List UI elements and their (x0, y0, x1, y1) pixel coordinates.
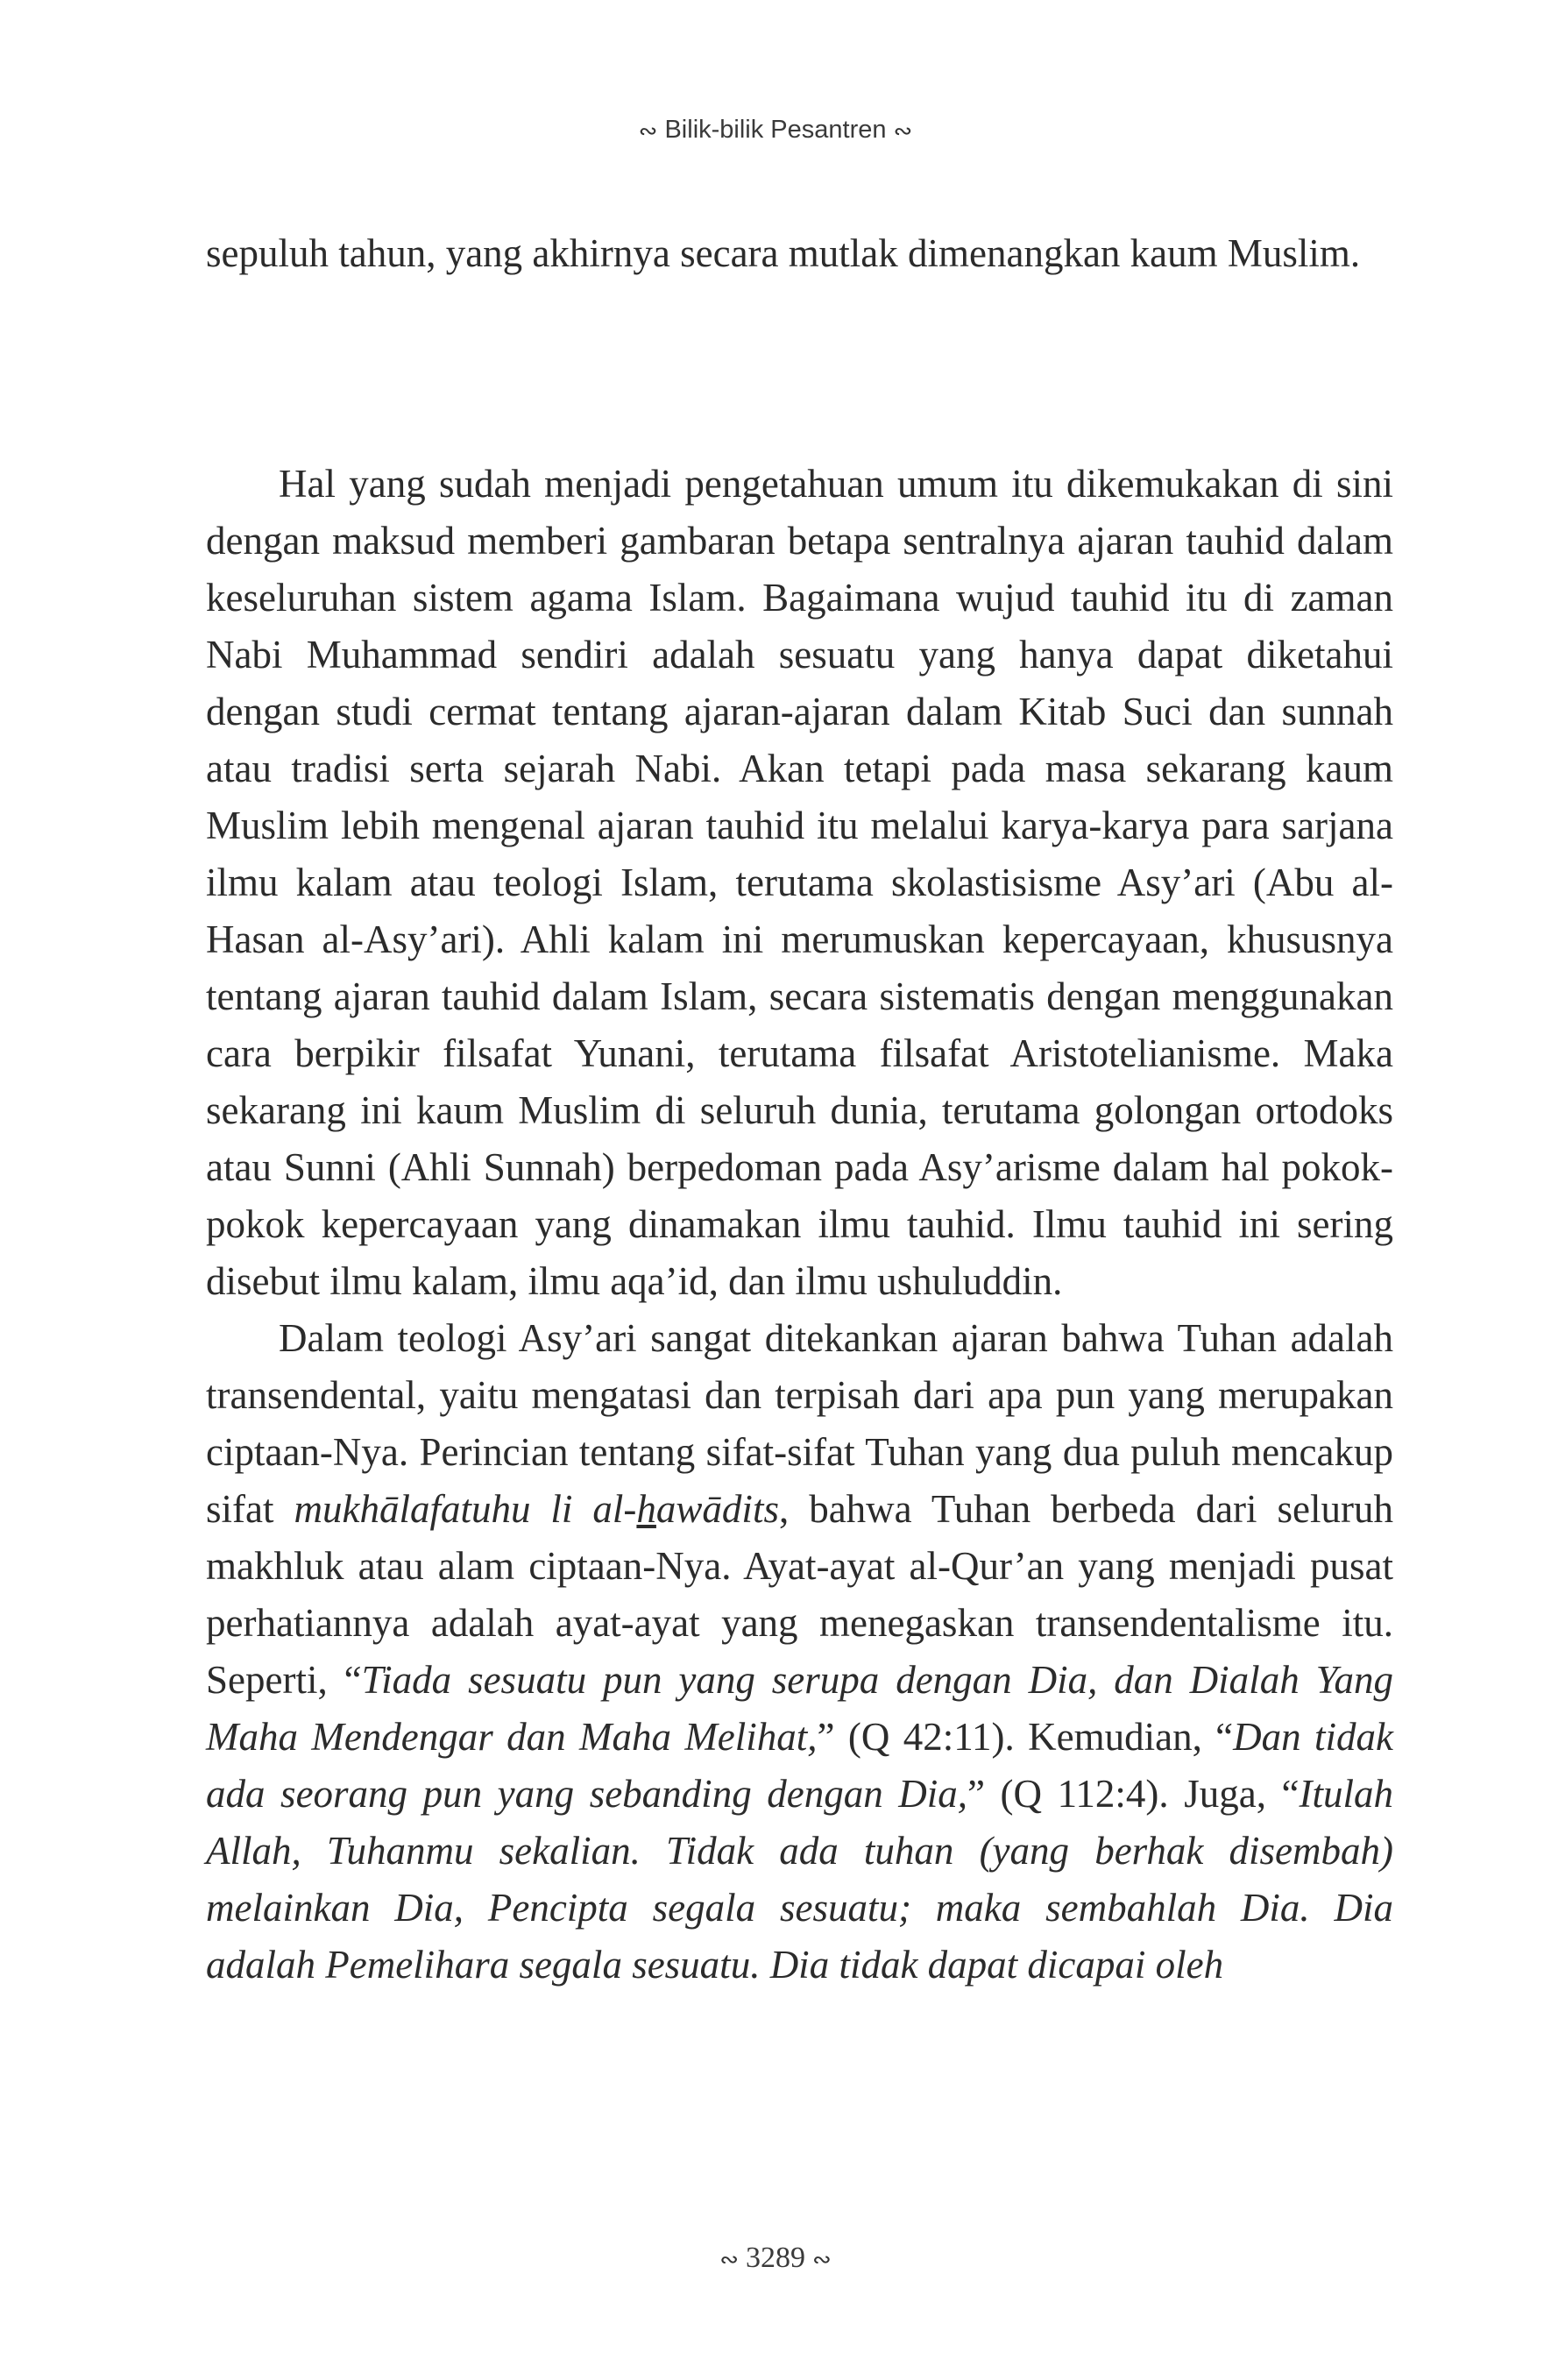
text-run: Dalam teologi Asy’ari sangat ditekankan ajaran bahwa Tuhan adalah transendental, yaitu mengatasi dan terpisah dari apa pun yang merupakan ciptaan-Nya. Perincian tentang sifat-sifat Tuhan yang dua puluh mencakup sifat (206, 1316, 1393, 1531)
paragraph-text: sepuluh tahun, yang akhirnya secara mutlak dimenangkan kaum Muslim. (206, 231, 1361, 275)
arabic-term (294, 1487, 779, 1531)
ornament-left-icon: ∾ (719, 2247, 739, 2273)
text-run: ” (Q 112:4). Juga, “ (967, 1772, 1300, 1816)
text-run: ” (Q 42:11). Kemudian, “ (817, 1715, 1234, 1759)
term-part: awādits (655, 1487, 779, 1531)
paragraph-continuation (206, 225, 1393, 282)
term-underlined-letter: h (636, 1487, 656, 1531)
running-header-title: Bilik-bilik Pesantren (664, 116, 887, 144)
running-header (0, 116, 1551, 145)
body-text (206, 456, 1393, 1994)
ornament-right-icon: ∾ (893, 117, 913, 144)
page-footer (0, 2242, 1551, 2275)
paragraph-1: Hal yang sudah menjadi pengetahuan umum itu dikemukakan di sini dengan maksud memberi gambaran betapa sentralnya ajaran tauhid dalam keseluruhan sistem agama Islam. Bagaimana wujud tauhid itu di zaman Nabi Muhammad sendiri adalah sesuatu yang hanya dapat diketahui dengan studi cermat tentang ajaran-ajaran dalam Kitab Suci dan sunnah atau tradisi serta sejarah Nabi. Akan tetapi pada masa sekarang kaum Muslim lebih mengenal ajaran tauhid itu melalui karya-karya para sarjana ilmu kalam atau teologi Islam, terutama skolastisisme Asy’ari (Abu al-Hasan al-Asy’ari). Ahli kalam ini merumuskan kepercayaan, khususnya tentang ajaran tauhid dalam Islam, secara sistematis dengan menggunakan cara berpikir filsafat Yunani, terutama filsafat Aristotelianisme. Maka sekarang ini kaum Muslim di seluruh dunia, terutama golongan ortodoks atau Sunni (Ahli Sunnah) berpedoman pada Asy’arisme dalam hal pokok-pokok kepercayaan yang dinamakan ilmu tauhid. Ilmu tauhid ini sering disebut ilmu kalam, ilmu aqa’id, dan ilmu ushuluddin. (206, 462, 1393, 1303)
ornament-left-icon: ∾ (638, 117, 658, 144)
quran-quote: Itulah Allah, Tuhanmu sekalian. Tidak ada tuhan (yang berhak disembah) melainkan Dia, Pencipta segala sesuatu; maka sembahlah Dia. Dia adalah Pemelihara segala sesuatu. Dia tidak dapat dicapai oleh (206, 1772, 1393, 1987)
quran-quote: Dan tidak ada seorang pun yang sebanding dengan Dia, (206, 1715, 1393, 1816)
term-part: mukhālafatuhu li al- (294, 1487, 637, 1531)
quran-quote: Tiada sesuatu pun yang serupa dengan Dia, dan Dialah Yang Maha Mendengar dan Maha Melihat, (206, 1658, 1394, 1759)
page-number: 3289 (746, 2242, 805, 2274)
ornament-right-icon: ∾ (812, 2247, 832, 2273)
text-run: , bahwa Tuhan berbeda dari seluruh makhluk atau alam ciptaan-Nya. Ayat-ayat al-Qur’an yang menjadi pusat perhatiannya adalah ayat-ayat yang menegaskan transendentalisme itu. Seperti, “ (206, 1487, 1393, 1702)
paragraph-2 (206, 1310, 1393, 1994)
